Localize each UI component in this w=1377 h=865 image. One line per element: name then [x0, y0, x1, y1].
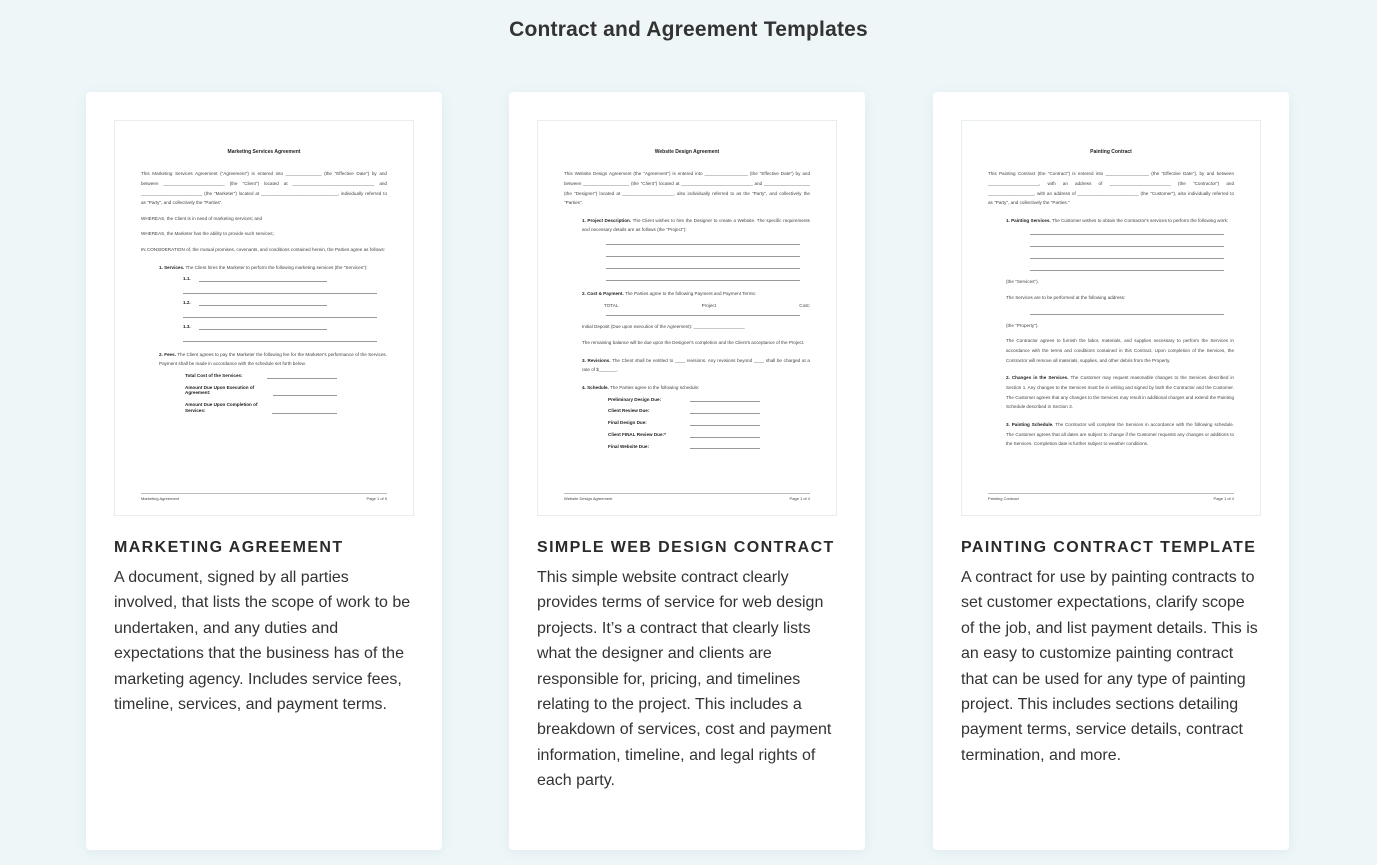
document-clause: [159, 263, 387, 273]
blank-line: [267, 373, 337, 379]
blank-line: [273, 385, 337, 396]
blank-line: [690, 397, 760, 403]
page-title: Contract and Agreement Templates: [509, 18, 868, 41]
clause-text: The Parties agree to the following Payment and Payment Terms:: [623, 291, 756, 297]
document-footer: [141, 493, 387, 501]
clause-text: The Client agrees to pay the Marketer the following fee for the Marketer's performance of the Services. Payment shall be made in accordance with the schedule set forth below.: [159, 351, 387, 367]
schedule-row: [185, 373, 337, 379]
document-preview[interactable]: [961, 120, 1261, 516]
blank-line: [606, 275, 800, 281]
row-label: Total Cost of the Services:: [185, 372, 243, 378]
footer-left: Website Design Agreement: [564, 496, 613, 501]
clause-heading: 4. Schedule.: [582, 385, 609, 391]
footer-left: Marketing Agreement: [141, 496, 180, 501]
blank-line: [272, 402, 337, 413]
blank-line: [199, 276, 327, 282]
card-title[interactable]: MARKETING AGREEMENT: [114, 539, 344, 556]
blank-line: [1030, 265, 1224, 271]
blank-line: [1030, 253, 1224, 259]
numbered-blank: [183, 276, 327, 282]
item-number: 1.3.: [183, 323, 191, 329]
blank-line: [1030, 241, 1224, 247]
row-label: Client Review Due:: [608, 408, 650, 414]
numbered-blank: [183, 324, 327, 330]
document-preview[interactable]: [537, 120, 837, 516]
clause-heading: 1. Services.: [159, 264, 185, 270]
document-title: Marketing Services Agreement: [227, 149, 301, 155]
blank-line: [183, 336, 377, 342]
schedule-row: [608, 397, 760, 403]
row-label: Final Website Due:: [608, 443, 650, 449]
document-title: Website Design Agreement: [654, 149, 720, 155]
schedule-row: [608, 420, 760, 426]
item-number: 1.2.: [183, 300, 191, 306]
card-description: A contract for use by painting contracts to set customer expectations, clarify scope of the job, and list payment details. This is an easy to customize painting contract that can be used for any type of painting project. This includes sections detailing payment terms, service details, contract termination, and more.: [961, 569, 1258, 764]
template-card[interactable]: [86, 92, 442, 850]
document-clause: [582, 356, 810, 375]
clause-heading: 1. Project Description.: [582, 217, 632, 223]
blank-line: [690, 432, 760, 438]
clause-heading: 2. Fees.: [159, 351, 176, 357]
card-description: This simple website contract clearly provides terms of service for web design projects. It’s a contract that clearly lists what the designer and clients are responsible for, pricing, and timelines relating to the project. This includes a breakdown of services, cost and payment information, timeline, and legal rights of each party.: [537, 569, 832, 790]
row-label: Client FINAL Review Due:*: [608, 431, 666, 437]
blank-line: [1030, 309, 1224, 315]
document-footer: [564, 493, 810, 501]
document-paragraph: This Marketing Services Agreement ("Agreement") is entered into ______________ (the "Effective Date") by and between ________________________ (the "Client") located at ________________________________ and ________________________ (the "Marketer") located at ______________________________, individually referred to as "Party", and collectively the "Parties".: [141, 171, 387, 206]
blank-line: [690, 444, 760, 450]
document-paragraph: WHEREAS, the Client is in need of marketing services; and: [141, 215, 263, 221]
document-paragraph: This Website Design Agreement (the "Agreement") is entered into _________________ (the "Effective Date") by and between __________________ (the "Client") located at ____________________________ and __________________ (the "Designer") located at ____________________, also individually referred to as the "Party", and collectively the "Parties".: [564, 171, 810, 206]
document-paragraph: IN CONSIDERATION of, the mutual promises, covenants, and conditions contained herein, the Parties agree as follows:: [141, 247, 386, 253]
clause-text: The Client wishes to hire the Designer to create a Website. The specific requirements and necessary details are as follows (the "Project"):: [582, 217, 810, 233]
page-number: Page 1 of 4: [1213, 496, 1234, 501]
document-clause: [1006, 420, 1234, 449]
row-label: Preliminary Design Due:: [608, 396, 662, 402]
item-number: 1.1.: [183, 276, 191, 282]
column-header: Project: [701, 302, 716, 308]
blank-line: [690, 408, 760, 414]
numbered-blank: [183, 300, 327, 306]
clause-heading: 3. Revisions.: [582, 357, 611, 363]
card-title[interactable]: PAINTING CONTRACT TEMPLATE: [961, 539, 1257, 556]
template-card[interactable]: [933, 92, 1289, 850]
document-clause: [582, 383, 810, 393]
blank-line: [606, 251, 800, 257]
clause-heading: 1. Painting Services.: [1006, 217, 1051, 223]
clause-heading: 2. Cost & Payment.: [582, 291, 624, 297]
row-label: Amount Due Upon Completion of Services:: [185, 402, 258, 413]
row-label: Amount Due Upon Execution of Agreement:: [185, 384, 255, 396]
document-preview[interactable]: [114, 120, 414, 516]
blank-line: [199, 300, 327, 306]
document-paragraph: The remaining balance will be due upon the Designer's completion and the Client's acceptance of the Project.: [582, 340, 805, 346]
clause-text: The Parties agree to the following schedule:: [608, 385, 700, 391]
column-header: TOTAL: [604, 302, 619, 308]
clause-heading: 3. Painting Schedule.: [1006, 421, 1054, 427]
document-paragraph: (the "Services").: [1006, 279, 1039, 285]
document-title: Painting Contract: [1090, 149, 1132, 155]
blank-line: [199, 324, 327, 330]
document-paragraph: The Services are to be performed at the following address:: [1006, 295, 1126, 301]
clause-text: The Customer may request reasonable changes to the Services described in Section 1. Any changes to the Services must be in writing and signed by both the Contractor and the Customer. The Customer agrees that any changes to the Services may result in additional charges and extend the Painting Schedule described in Section 3.: [1006, 375, 1234, 410]
blank-line: [1030, 229, 1224, 235]
clause-text: The Client hires the Marketer to perform the following marketing services (the "Services"):: [184, 264, 368, 270]
blank-line: [606, 239, 800, 245]
clause-text: The Contractor will complete the Services in accordance with the following schedule. The Customer agrees that all dates are subject to change if the Customer requests any changes or additions to the Services. Completion date is further subject to weather conditions.: [1006, 421, 1234, 447]
schedule-row: [608, 408, 760, 414]
document-footer: [988, 493, 1234, 501]
blank-line: [183, 288, 377, 294]
schedule-row: [185, 402, 337, 413]
clause-text: The Client shall be entitled to ____ revisions. Any revisions beyond ____ shall be charged at a rate of $_______.: [582, 357, 810, 373]
clause-heading: 2. Changes in the Services.: [1006, 375, 1069, 381]
document-clause: [1006, 216, 1234, 226]
document-paragraph: WHEREAS, the Marketer has the ability to provide such services;: [141, 231, 274, 237]
document-paragraph: (the "Property").: [1006, 322, 1039, 328]
document-clause: [582, 216, 810, 235]
clause-text: The Customer wishes to obtain the Contractor's services to perform the following work:: [1050, 217, 1229, 223]
page-number: Page 1 of 4: [789, 496, 810, 501]
table-header: [594, 303, 810, 309]
schedule-row: [608, 444, 760, 450]
schedule-row: [608, 432, 760, 438]
blank-line: [606, 310, 800, 316]
document-paragraph: The Contractor agrees to furnish the labor, materials, and supplies necessary to perform the Services in accordance with the terms and conditions contained in this Contract. Upon completion of the Services, the Contractor will remove all materials, supplies, and other debris from the Property.: [1006, 338, 1234, 363]
card-title[interactable]: SIMPLE WEB DESIGN CONTRACT: [537, 539, 835, 556]
template-card[interactable]: [509, 92, 865, 850]
document-clause: [159, 350, 387, 369]
row-label: Final Design Due:: [608, 420, 647, 426]
blank-line: [690, 420, 760, 426]
document-clause: [582, 289, 810, 299]
card-description: A document, signed by all parties involved, that lists the scope of work to be undertaken, and any duties and expectations that the business has of the marketing agency. Includes service fees, timeline, services, and payment terms.: [114, 569, 411, 714]
column-header: Cost:: [799, 302, 810, 308]
page-number: Page 1 of 5: [366, 496, 387, 501]
blank-line: [183, 312, 377, 318]
blank-line: [606, 263, 800, 269]
document-paragraph: This Painting Contract (the "Contract") is entered into _________________ (the "Effective Date"), by and between ____________________, with an address of ________________________ (the "Contractor") and __________________, with an address of ________________________ (the "Customer"), also individually referred to as "Party", and collectively the "Parties.": [988, 171, 1234, 206]
document-paragraph: Initial Deposit (Due upon execution of the Agreement): ____________________: [582, 324, 745, 330]
schedule-row: [185, 385, 337, 396]
footer-left: Painting Contract: [988, 496, 1019, 501]
document-clause: [1006, 373, 1234, 412]
